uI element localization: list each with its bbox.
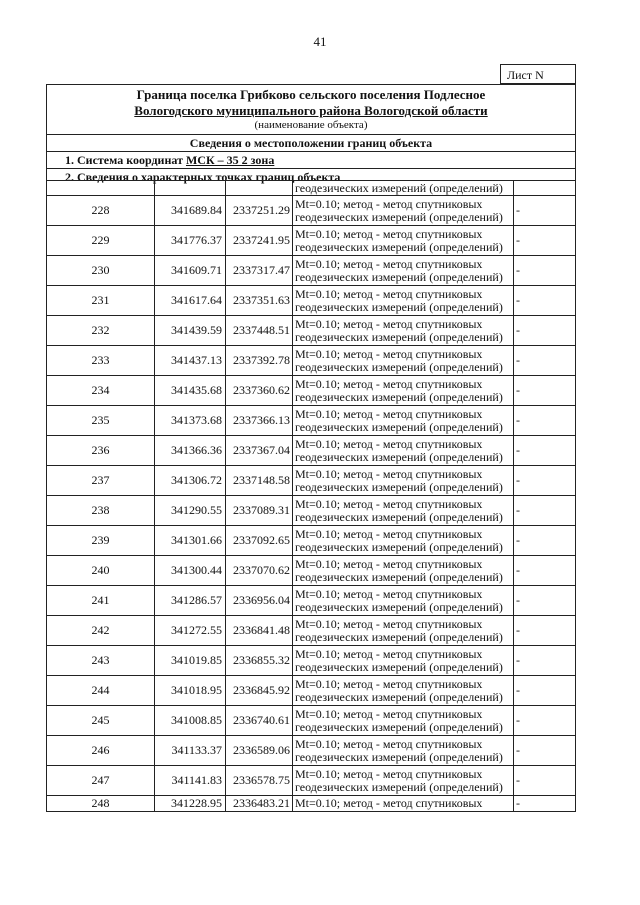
point-number: 230 bbox=[47, 256, 155, 286]
table-row bbox=[47, 646, 576, 676]
coordinate-y: 2336483.21 bbox=[226, 796, 293, 812]
table-row bbox=[47, 256, 576, 286]
coordinate-x: 341018.95 bbox=[155, 676, 226, 706]
method-line-1: Mt=0.10; метод - метод спутниковых bbox=[295, 196, 483, 211]
method-line-1: Mt=0.10; метод - метод спутниковых bbox=[295, 256, 483, 271]
method-cell bbox=[293, 286, 514, 316]
coordinate-x: 341272.55 bbox=[155, 616, 226, 646]
point-number: 243 bbox=[47, 646, 155, 676]
description-cell: - bbox=[514, 736, 576, 766]
points-section-title: 2. Сведения о характерных точках границ объекта bbox=[47, 168, 575, 185]
table-row bbox=[47, 586, 576, 616]
method-cell bbox=[293, 406, 514, 436]
coordinate-y: 2336740.61 bbox=[226, 706, 293, 736]
method-line-1: Mt=0.10; метод - метод спутниковых bbox=[295, 526, 483, 541]
point-number: 228 bbox=[47, 196, 155, 226]
table-row bbox=[47, 196, 576, 226]
method-line-2: геодезических измерений (определений) bbox=[295, 239, 503, 254]
method-line-2: геодезических измерений (определений) bbox=[295, 359, 503, 374]
coordinate-y: 2337448.51 bbox=[226, 316, 293, 346]
method-cell bbox=[293, 256, 514, 286]
point-number: 240 bbox=[47, 556, 155, 586]
point-number: 229 bbox=[47, 226, 155, 256]
table-row bbox=[47, 706, 576, 736]
point-number: 234 bbox=[47, 376, 155, 406]
point-number: 231 bbox=[47, 286, 155, 316]
description-cell: - bbox=[514, 556, 576, 586]
method-line-2: геодезических измерений (определений) bbox=[295, 689, 503, 704]
description-cell: - bbox=[514, 766, 576, 796]
coordinate-y: 2337367.04 bbox=[226, 436, 293, 466]
coordinate-x: 341008.85 bbox=[155, 706, 226, 736]
method-line-2: геодезических измерений (определений) bbox=[295, 479, 503, 494]
coordinate-y: 2337251.29 bbox=[226, 196, 293, 226]
method-line-2: геодезических измерений (определений) bbox=[295, 599, 503, 614]
table-row bbox=[47, 286, 576, 316]
coordinate-x: 341617.64 bbox=[155, 286, 226, 316]
coordinate-y: 2336841.48 bbox=[226, 616, 293, 646]
coordinate-y: 2337241.95 bbox=[226, 226, 293, 256]
method-line-2: геодезических измерений (определений) bbox=[295, 719, 503, 734]
method-cell bbox=[293, 226, 514, 256]
description-cell: - bbox=[514, 406, 576, 436]
coordinate-x: 341439.59 bbox=[155, 316, 226, 346]
method-cell bbox=[293, 196, 514, 226]
description-cell: - bbox=[514, 646, 576, 676]
method-line-2: геодезических измерений (определений) bbox=[295, 629, 503, 644]
coordinate-x: 341301.66 bbox=[155, 526, 226, 556]
method-line-1: Mt=0.10; метод - метод спутниковых bbox=[295, 376, 483, 391]
point-number: 236 bbox=[47, 436, 155, 466]
coordinate-y: 2337070.62 bbox=[226, 556, 293, 586]
coordinate-x: 341290.55 bbox=[155, 496, 226, 526]
method-line-2: геодезических измерений (определений) bbox=[295, 749, 503, 764]
coordinate-x: 341141.83 bbox=[155, 766, 226, 796]
method-line-1: Mt=0.10; метод - метод спутниковых bbox=[295, 346, 483, 361]
method-line-1: Mt=0.10; метод - метод спутниковых bbox=[295, 466, 483, 481]
table-row bbox=[47, 436, 576, 466]
method-line-2: геодезических измерений (определений) bbox=[295, 779, 503, 794]
description-cell: - bbox=[514, 436, 576, 466]
coordinate-x: 341228.95 bbox=[155, 796, 226, 812]
method-line-1: Mt=0.10; метод - метод спутниковых bbox=[295, 766, 483, 781]
coordinate-y: 2337392.78 bbox=[226, 346, 293, 376]
point-number: 242 bbox=[47, 616, 155, 646]
coordinate-system-label: 1. Система координат bbox=[65, 153, 183, 167]
method-cell bbox=[293, 646, 514, 676]
coordinate-x: 341133.37 bbox=[155, 736, 226, 766]
coordinate-system-row bbox=[47, 151, 575, 168]
coordinate-y: 2337360.62 bbox=[226, 376, 293, 406]
coordinate-x: 341300.44 bbox=[155, 556, 226, 586]
table-row bbox=[47, 376, 576, 406]
description-cell: - bbox=[514, 316, 576, 346]
title-line-1: Граница поселка Грибково сельского поселения Подлесное bbox=[136, 87, 486, 102]
method-cell bbox=[293, 376, 514, 406]
table-row bbox=[47, 676, 576, 706]
method-cell bbox=[293, 676, 514, 706]
table-row bbox=[47, 346, 576, 376]
table-row bbox=[47, 736, 576, 766]
coordinate-y: 2336589.06 bbox=[226, 736, 293, 766]
method-line-1: Mt=0.10; метод - метод спутниковых bbox=[295, 736, 483, 751]
coordinate-x: 341689.84 bbox=[155, 196, 226, 226]
description-cell: - bbox=[514, 616, 576, 646]
method-line-1: Mt=0.10; метод - метод спутниковых bbox=[295, 226, 483, 241]
description-cell: - bbox=[514, 376, 576, 406]
method-line-2: геодезических измерений (определений) bbox=[295, 509, 503, 524]
section-title: Сведения о местоположении границ объекта bbox=[47, 134, 575, 151]
description-cell: - bbox=[514, 496, 576, 526]
point-number: 246 bbox=[47, 736, 155, 766]
coordinate-x: 341435.68 bbox=[155, 376, 226, 406]
point-number: 238 bbox=[47, 496, 155, 526]
method-cell bbox=[293, 466, 514, 496]
coordinate-x: 341366.36 bbox=[155, 436, 226, 466]
points-table bbox=[46, 180, 576, 812]
method-line-2: геодезических измерений (определений) bbox=[295, 389, 503, 404]
method-line-1: Mt=0.10; метод - метод спутниковых bbox=[295, 586, 483, 601]
method-line-1: Mt=0.10; метод - метод спутниковых bbox=[295, 616, 483, 631]
coordinate-y: 2336845.92 bbox=[226, 676, 293, 706]
point-number: 239 bbox=[47, 526, 155, 556]
method-line-1: Mt=0.10; метод - метод спутниковых bbox=[295, 286, 483, 301]
method-cell bbox=[293, 526, 514, 556]
method-line-2: геодезических измерений (определений) bbox=[295, 329, 503, 344]
object-name-caption: (наименование объекта) bbox=[254, 119, 368, 131]
method-cell bbox=[293, 796, 514, 812]
method-line-1: Mt=0.10; метод - метод спутниковых bbox=[295, 496, 483, 511]
sheet-label: Лист N bbox=[500, 64, 576, 84]
coordinate-y: 2337366.13 bbox=[226, 406, 293, 436]
method-line-2: геодезических измерений (определений) bbox=[295, 209, 503, 224]
coordinate-y: 2336855.32 bbox=[226, 646, 293, 676]
method-cell bbox=[293, 556, 514, 586]
coordinate-x: 341609.71 bbox=[155, 256, 226, 286]
coordinate-y: 2336956.04 bbox=[226, 586, 293, 616]
title-block bbox=[47, 85, 575, 134]
coordinate-y: 2337351.63 bbox=[226, 286, 293, 316]
method-line-1: Mt=0.10; метод - метод спутниковых bbox=[295, 316, 483, 331]
coordinate-x: 341776.37 bbox=[155, 226, 226, 256]
point-number: 245 bbox=[47, 706, 155, 736]
method-line-2: геодезических измерений (определений) bbox=[295, 269, 503, 284]
description-cell: - bbox=[514, 256, 576, 286]
coordinate-x: 341373.68 bbox=[155, 406, 226, 436]
method-line-2: геодезических измерений (определений) bbox=[295, 539, 503, 554]
coordinate-x: 341019.85 bbox=[155, 646, 226, 676]
method-line-1: Mt=0.10; метод - метод спутниковых bbox=[295, 676, 483, 691]
coordinate-system-value: МСК – 35 2 зона bbox=[185, 153, 275, 167]
method-cell bbox=[293, 346, 514, 376]
table-row-last bbox=[47, 796, 576, 812]
method-cell bbox=[293, 586, 514, 616]
description-cell: - bbox=[514, 526, 576, 556]
description-cell: - bbox=[514, 706, 576, 736]
coordinate-x: 341286.57 bbox=[155, 586, 226, 616]
point-number: 244 bbox=[47, 676, 155, 706]
method-line-1: Mt=0.10; метод - метод спутниковых bbox=[295, 706, 483, 721]
document-header bbox=[46, 84, 576, 185]
method-line-2: геодезических измерений (определений) bbox=[295, 449, 503, 464]
coordinate-y: 2337317.47 bbox=[226, 256, 293, 286]
point-number: 247 bbox=[47, 766, 155, 796]
method-line-1: Mt=0.10; метод - метод спутниковых bbox=[295, 646, 483, 661]
method-cell bbox=[293, 496, 514, 526]
description-cell: - bbox=[514, 286, 576, 316]
table-row bbox=[47, 406, 576, 436]
coordinate-y: 2337092.65 bbox=[226, 526, 293, 556]
method-line-2: геодезических измерений (определений) bbox=[295, 419, 503, 434]
point-number: 235 bbox=[47, 406, 155, 436]
description-cell: - bbox=[514, 226, 576, 256]
table-row bbox=[47, 226, 576, 256]
method-line-1: Mt=0.10; метод - метод спутниковых bbox=[295, 556, 483, 571]
table-row bbox=[47, 316, 576, 346]
coordinate-y: 2337148.58 bbox=[226, 466, 293, 496]
description-cell: - bbox=[514, 196, 576, 226]
title-line-2: Вологодского муниципального района Вологодской области bbox=[134, 103, 488, 118]
table-row bbox=[47, 556, 576, 586]
coordinate-y: 2337089.31 bbox=[226, 496, 293, 526]
point-number: 232 bbox=[47, 316, 155, 346]
table-row bbox=[47, 496, 576, 526]
method-cell bbox=[293, 436, 514, 466]
method-cell bbox=[293, 316, 514, 346]
method-line-1: Mt=0.10; метод - метод спутниковых bbox=[295, 406, 483, 421]
coordinate-x: 341437.13 bbox=[155, 346, 226, 376]
point-number: 241 bbox=[47, 586, 155, 616]
table-row bbox=[47, 466, 576, 496]
coordinate-y: 2336578.75 bbox=[226, 766, 293, 796]
table-row bbox=[47, 616, 576, 646]
point-number: 237 bbox=[47, 466, 155, 496]
method-line-1: Mt=0.10; метод - метод спутниковых bbox=[295, 796, 483, 810]
table-row bbox=[47, 526, 576, 556]
method-cell bbox=[293, 766, 514, 796]
method-cell bbox=[293, 706, 514, 736]
page-number: 41 bbox=[313, 34, 327, 49]
method-cell bbox=[293, 616, 514, 646]
method-line-2: геодезических измерений (определений) bbox=[295, 299, 503, 314]
method-line-2: геодезических измерений (определений) bbox=[295, 659, 503, 674]
method-cell: геодезических измерений (определений) bbox=[293, 181, 514, 196]
method-line-2: геодезических измерений (определений) bbox=[295, 569, 503, 584]
description-cell: - bbox=[514, 676, 576, 706]
method-line-1: Mt=0.10; метод - метод спутниковых bbox=[295, 436, 483, 451]
coordinate-x: 341306.72 bbox=[155, 466, 226, 496]
point-number: 233 bbox=[47, 346, 155, 376]
description-cell: - bbox=[514, 346, 576, 376]
method-cell bbox=[293, 736, 514, 766]
description-cell: - bbox=[514, 586, 576, 616]
description-cell: - bbox=[514, 796, 576, 812]
table-row bbox=[47, 766, 576, 796]
point-number: 248 bbox=[47, 796, 155, 812]
table-row-continued bbox=[47, 181, 576, 196]
description-cell: - bbox=[514, 466, 576, 496]
